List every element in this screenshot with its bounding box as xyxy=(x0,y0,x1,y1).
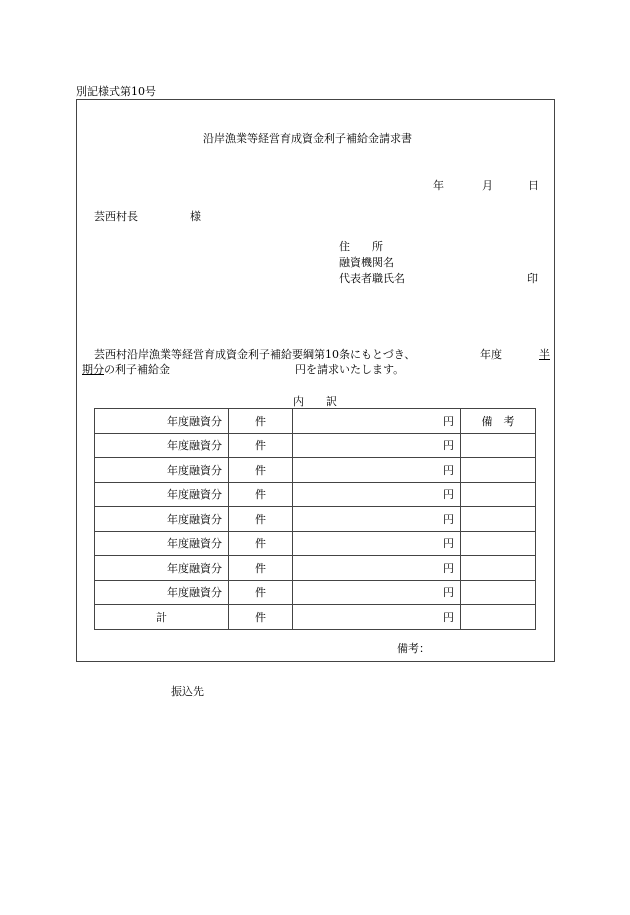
body-year-label: 年度 xyxy=(480,348,502,361)
fy-cell: 年度融資分 xyxy=(95,458,229,483)
amount-cell: 円 xyxy=(293,556,461,581)
body-line1: 芸西村沿岸漁業等経営育成資金利子補給要綱第10条にもとづき、 xyxy=(94,348,416,361)
remarks-cell xyxy=(461,507,536,532)
date-year: 年 xyxy=(433,179,444,192)
count-cell: 件 xyxy=(229,531,293,556)
breakdown-table xyxy=(94,408,536,630)
total-remarks-cell xyxy=(461,605,536,630)
table-row xyxy=(95,531,536,556)
note-label: 備考： xyxy=(397,642,430,655)
amount-cell: 円 xyxy=(293,482,461,507)
remarks-cell: 備 考 xyxy=(461,409,536,434)
fy-cell: 年度融資分 xyxy=(95,507,229,532)
body-half-period-cont: 期分 xyxy=(82,363,104,376)
address-label: 住 所 xyxy=(339,240,383,253)
addressee-honorific: 様 xyxy=(190,210,201,223)
count-cell: 件 xyxy=(229,433,293,458)
table-row xyxy=(95,507,536,532)
body-request: 円を請求いたします。 xyxy=(295,363,405,376)
fy-cell: 年度融資分 xyxy=(95,433,229,458)
amount-cell: 円 xyxy=(293,433,461,458)
institution-label: 融資機関名 xyxy=(339,256,394,269)
table-total-row xyxy=(95,605,536,630)
date-month: 月 xyxy=(482,179,493,192)
total-amount-cell: 円 xyxy=(293,605,461,630)
count-cell: 件 xyxy=(229,409,293,434)
fy-cell: 年度融資分 xyxy=(95,556,229,581)
date-day: 日 xyxy=(528,179,539,192)
amount-cell: 円 xyxy=(293,507,461,532)
table-row xyxy=(95,409,536,434)
addressee-name: 芸西村長 xyxy=(94,210,138,223)
fy-cell: 年度融資分 xyxy=(95,531,229,556)
remarks-cell xyxy=(461,556,536,581)
breakdown-title: 内 訳 xyxy=(293,395,337,408)
fy-cell: 年度融資分 xyxy=(95,409,229,434)
seal-mark: 印 xyxy=(527,272,538,285)
count-cell: 件 xyxy=(229,482,293,507)
remarks-cell xyxy=(461,458,536,483)
table-row xyxy=(95,556,536,581)
remarks-cell xyxy=(461,433,536,458)
fy-cell: 年度融資分 xyxy=(95,580,229,605)
body-half-period: 半 xyxy=(539,348,550,361)
total-count-cell: 件 xyxy=(229,605,293,630)
count-cell: 件 xyxy=(229,507,293,532)
total-label-cell: 計 xyxy=(95,605,229,630)
table-row xyxy=(95,580,536,605)
form-number: 別記様式第10号 xyxy=(76,85,156,98)
table-row xyxy=(95,458,536,483)
remarks-cell xyxy=(461,482,536,507)
amount-cell: 円 xyxy=(293,531,461,556)
form-title: 沿岸漁業等経営育成資金利子補給金請求書 xyxy=(203,132,412,145)
transfer-label: 振込先 xyxy=(171,685,204,698)
count-cell: 件 xyxy=(229,458,293,483)
table-row xyxy=(95,433,536,458)
representative-label: 代表者職氏名 xyxy=(339,272,405,285)
amount-cell: 円 xyxy=(293,458,461,483)
fy-cell: 年度融資分 xyxy=(95,482,229,507)
amount-cell: 円 xyxy=(293,580,461,605)
body-line2: の利子補給金 xyxy=(104,363,170,376)
remarks-cell xyxy=(461,531,536,556)
count-cell: 件 xyxy=(229,580,293,605)
table-row xyxy=(95,482,536,507)
remarks-cell xyxy=(461,580,536,605)
amount-cell: 円 xyxy=(293,409,461,434)
count-cell: 件 xyxy=(229,556,293,581)
